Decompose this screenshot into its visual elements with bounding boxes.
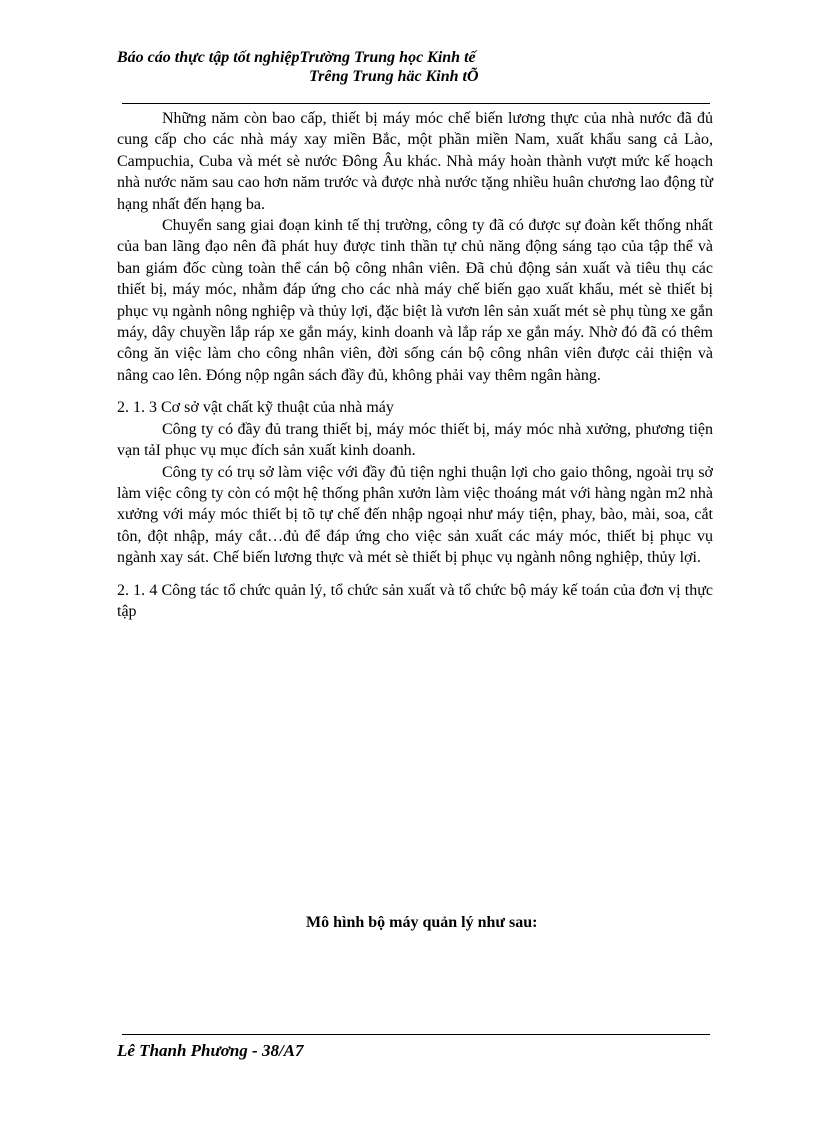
footer-divider [122,1034,710,1035]
section-2-1-3-paragraph-2: Công ty có trụ sở làm việc với đầy đủ tiện nghi thuận lợi cho gaio thông, ngoài trụ sở làm việc công ty còn có một hệ thống phân xưởn làm việc thoáng mát với hàng ngàn m2 nhà xưởng với máy móc thiết bị tõ tự chế đến nhập ngoại như máy tiện, phay, bào, mài, soa, cắt tôn, đột nhập, máy cắt…đủ để đáp ứng cho việc sản xuất các máy móc, thiết bị phục vụ ngành xay sát. Chế biến lương thực và mét sè thiết bị phục vụ ngành nông nghiệp, thủy lợi. [117,463,713,567]
section-2-1-4-heading: 2. 1. 4 Công tác tổ chức quản lý, tổ chức sản xuất và tổ chức bộ máy kế toán của đơn vị thực tập [117,581,713,620]
page-header [117,48,717,86]
paragraph-market-transition: Chuyển sang giai đoạn kinh tế thị trường, công ty đã có được sự đoàn kết thống nhất của ban lãng đạo nên đã phát huy được tinh thần tự chủ năng động sáng tạo của tập thể và ban giám đốc cùng toàn thể cán bộ công nhân viên. Đã chủ động sản xuất và tiêu thụ các thiết bị, máy móc, nhằm đáp ứng cho các nhà máy chế biến gạo xuất khẩu, mét sè thiết bị phục vụ ngành nông nghiệp và thủy lợi, đặc biệt là vươn lên sản xuất mét sè phụ tùng xe gắn máy, dây chuyền lắp ráp xe gắn máy, kinh doanh và lắp ráp xe gắn máy. Nhờ đó đã có thêm công ăn việc làm cho công nhân viên, đời sống cán bộ công nhân viên được cải thiện và nâng cao lên. Đóng nộp ngân sách đầy đủ, không phải vay thêm ngân hàng. [117,217,713,384]
document-body [117,108,713,622]
header-title-line2: Trêng Trung häc Kinh tÕ [309,68,479,85]
header-title-line1: Báo cáo thực tập tốt nghiệpTrường Trung học Kinh tế [117,49,476,66]
header-divider [122,103,710,104]
section-2-1-3-heading: 2. 1. 3 Cơ sở vật chất kỹ thuật của nhà máy [117,399,394,417]
paragraph-history: Những năm còn bao cấp, thiết bị máy móc chế biến lương thực của nhà nước đã đủ cung cấp cho các nhà máy xay miền Bắc, một phần miền Nam, xuất khẩu sang cả Lào, Campuchia, Cuba và mét sè nước Đông Âu khác. Nhà máy hoàn thành vượt mức kế hoạch nhà nước năm sau cao hơn năm trước và được nhà nước tặng nhiều huân chương lao động từ hạng nhất đến hạng ba. [117,110,713,213]
org-chart-caption: Mô hình bộ máy quản lý như sau: [306,914,538,931]
section-2-1-3-paragraph-1: Công ty có đầy đủ trang thiết bị, máy móc thiết bị, máy móc nhà xưởng, phương tiện vạn tảI phục vụ mục đích sản xuất kinh doanh. [117,420,713,460]
page-footer-author: Lê Thanh Phương - 38/A7 [117,1041,304,1060]
